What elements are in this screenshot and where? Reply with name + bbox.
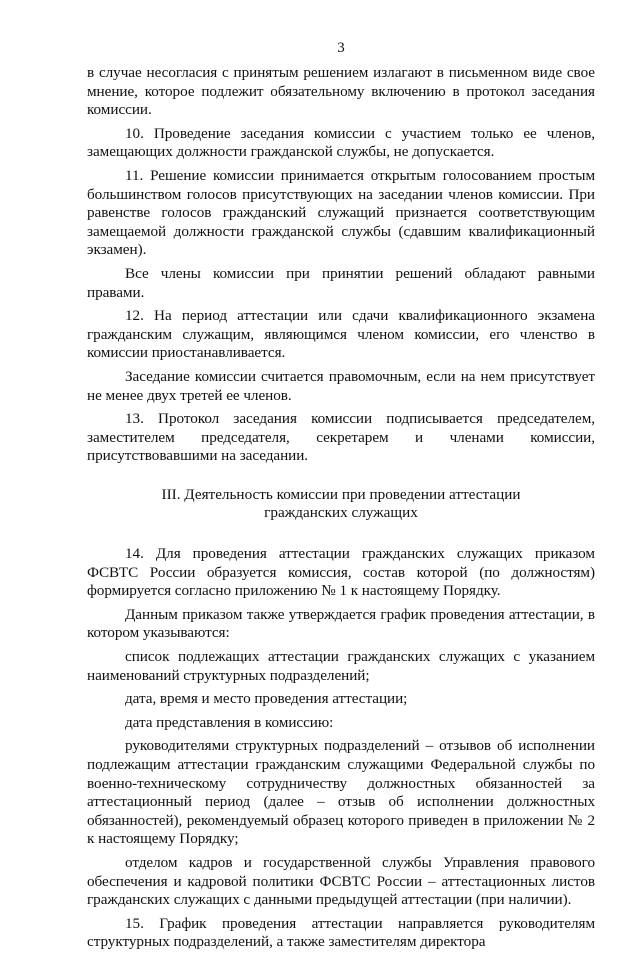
paragraph-continuation: в случае несогласия с принятым решением излагают в письменном виде свое мнение, которое подлежит обязательному включению в протокол заседания комиссии. <box>87 64 595 119</box>
paragraph-list-employees: список подлежащих аттестации гражданских служащих с указанием наименований структурных подразделений; <box>87 648 595 684</box>
page-number: 3 <box>337 40 345 56</box>
paragraph-equal-rights: Все члены комиссии при принятии решений обладают равными правами. <box>87 264 595 301</box>
document-page <box>87 38 595 957</box>
paragraph-submission-date: дата представления в комиссию: <box>125 713 334 731</box>
paragraph-quorum: Заседание комиссии считается правомочным, если на нем присутствует не менее двух третей ее членов. <box>87 367 595 404</box>
paragraph-item-12: 12. На период аттестации или сдачи квалификационного экзамена гражданским служащим, являющимся членом комиссии, его членство в комиссии приостанавливается. <box>87 307 595 362</box>
paragraph-item-13: 13. Протокол заседания комиссии подписывается председателем, заместителем председателя, секретарем и членами комиссии, присутствовавшими на заседании. <box>87 410 595 465</box>
section-heading <box>87 486 595 523</box>
paragraph-heads-reviews: руководителями структурных подразделений – отзывов об исполнении подлежащим аттестации гражданским служащими Федеральной службы по военно-техническому сотрудничеству должностных обязанностей за аттестационный период (далее – отзыв об исполнении должностных обязанностей), рекомендуемый образец которого приведен в приложении № 2 к настоящему Порядку; <box>87 737 595 848</box>
section-heading-line1: III. Деятельность комиссии при проведении аттестации <box>161 485 521 503</box>
paragraph-schedule: Данным приказом также утверждается график проведения аттестации, в котором указываются: <box>87 605 595 642</box>
paragraph-hr-department: отделом кадров и государственной службы Управления правового обеспечения и кадровой политики ФСВТС России – аттестационных листов гражданских служащих с данными предыдущей аттестации (при наличии). <box>87 853 595 909</box>
paragraph-item-14: 14. Для проведения аттестации гражданских служащих приказом ФСВТС России образуется комиссия, состав которой (по должностям) формируется согласно приложению № 1 к настоящему Порядку. <box>87 545 595 600</box>
paragraph-date-place: дата, время и место проведения аттестации; <box>125 690 408 708</box>
paragraph-item-11: 11. Решение комиссии принимается открытым голосованием простым большинством голосов присутствующих на заседании членов комиссии. При равенстве голосов гражданский служащий признается соответствующим замещаемой должности гражданской службы (сдавшим квалификационный экзамен). <box>87 166 595 259</box>
paragraph-item-10: 10. Проведение заседания комиссии с участием только ее членов, замещающих должности гражданской службы, не допускается. <box>87 124 595 161</box>
section-heading-line2: гражданских служащих <box>264 504 418 522</box>
paragraph-item-15: 15. График проведения аттестации направляется руководителям структурных подразделений, а также заместителям директора <box>87 914 595 951</box>
